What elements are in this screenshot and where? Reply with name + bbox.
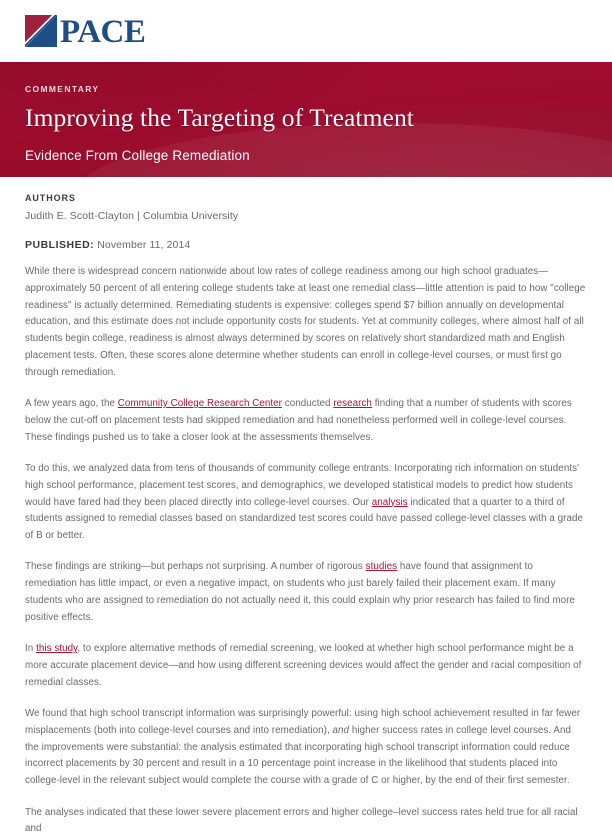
body-paragraph xyxy=(25,559,587,626)
authors-heading: AUTHORS xyxy=(25,193,76,203)
body-paragraph xyxy=(25,641,587,691)
body-text: , to explore alternative methods of remedial screening, we looked at whether high school performance might be a more accurate placement device—and how using different screening devices would affect the gender and racial composition of remedial classes. xyxy=(25,643,582,688)
article-meta xyxy=(25,177,587,251)
author-name: Judith E. Scott-Clayton xyxy=(25,210,135,222)
inline-link[interactable]: analysis xyxy=(371,496,408,508)
body-text: The analyses indicated that these lower severe placement errors and higher college–level success rates held true for all racial and xyxy=(25,806,578,835)
article-content xyxy=(0,177,612,838)
page-title: Improving the Targeting of Treatment xyxy=(25,103,414,132)
inline-link[interactable]: studies xyxy=(365,561,398,573)
body-paragraph xyxy=(25,805,587,838)
body-text: These findings are striking—but perhaps not surprising. A number of rigorous xyxy=(25,561,366,573)
body-text: higher success rates in college level courses. And the improvements were substantial: the analysis estimated that incorporating high school transcript information could reduce incorrect placements by 30 percent and result in a 10 percentage point increase in the likelihood that students placed into college-level in the relevant subject would complete the course with a grade of C or higher, by the end of their first semester. xyxy=(25,724,572,787)
published-date: November 11, 2014 xyxy=(97,239,191,251)
body-text: finding that a number of students with scores below the cut-off on placement tests had skipped remediation and had nonetheless performed well in college-level courses. These findings pushed us to take a closer look at the assessments themselves. xyxy=(25,398,572,443)
inline-link[interactable]: Community College Research Center xyxy=(117,398,283,410)
author-separator: | xyxy=(137,210,140,222)
body-paragraph xyxy=(25,264,587,382)
body-text: To do this, we analyzed data from tens of thousands of community college entrants. Incorporating rich information on students' high school performance, placement test scores, and demographics, we developed statistical models to predict how students would have fared had they been placed directly into college-level courses. Our xyxy=(25,462,579,508)
author-line xyxy=(25,210,587,222)
page-subtitle: Evidence From College Remediation xyxy=(25,147,250,163)
pace-wordmark: PACE xyxy=(60,13,146,50)
inline-link[interactable]: this study xyxy=(36,643,78,655)
inline-link[interactable]: research xyxy=(333,398,372,410)
content-type-label: COMMENTARY xyxy=(25,84,100,94)
site-header xyxy=(0,0,612,62)
body-text: indicated that a quarter to a third of students assigned to remedial classes based on standardized test scores could have passed college-level classes with a grade of B or better. xyxy=(25,496,584,542)
article-body xyxy=(25,251,587,838)
published-label: PUBLISHED: xyxy=(25,239,95,251)
body-paragraph xyxy=(25,706,587,790)
article-banner xyxy=(0,62,612,177)
body-text: A few years ago, the xyxy=(25,398,118,410)
pace-logo[interactable] xyxy=(25,14,145,48)
author-affiliation: Columbia University xyxy=(142,210,239,222)
body-text: have found that assignment to remediation has little impact, or even a negative impact, on students who just barely failed their placement exam. If many students who are assigned to remediation do not actually need it, this could explain why prior research has failed to find more positive effects. xyxy=(25,561,576,623)
published-line xyxy=(25,239,587,251)
emphasis-text: and xyxy=(332,724,352,736)
body-text: While there is widespread concern nationwide about low rates of college readiness among our high school graduates—approximately 50 percent of all entering college students take at least one remedial class—little attention is paid to how "college readiness" is actually determined. Remediating students is expensive: colleges spend $7 billion annually on developmental education, and this estimate does not include opportunity costs for students. Yet at community colleges, where almost half of all students begin college, readiness is almost always determined by scores on relatively short standardized math and English placement tests. Often, these scores alone determine whether students can enroll in college-level courses, or must first go through remediation. xyxy=(25,266,586,378)
body-paragraph xyxy=(25,396,587,446)
body-text: In xyxy=(25,643,37,655)
body-text: We found that high school transcript information was surprisingly powerful: using high school achievement resulted in far fewer misplacements (both into college-level courses and into remediation), xyxy=(25,708,581,736)
body-paragraph xyxy=(25,461,587,545)
pace-diagonal-mark-icon xyxy=(25,15,57,47)
body-text: conducted xyxy=(282,398,334,410)
